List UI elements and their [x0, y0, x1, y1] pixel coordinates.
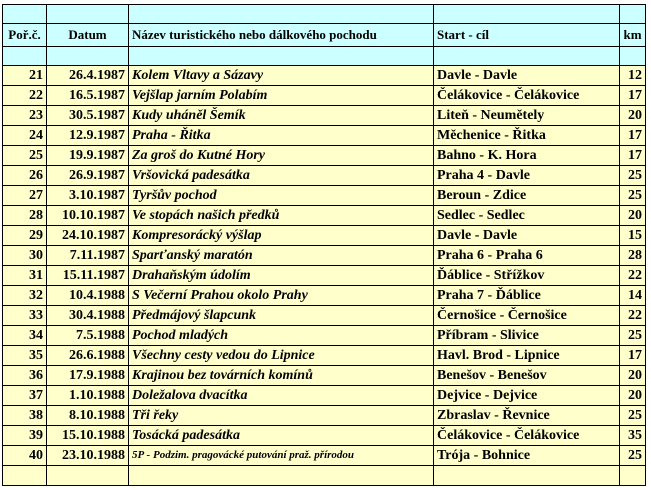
- cell-date: 26.9.1987: [47, 166, 129, 186]
- table-row: [3, 86, 646, 106]
- blank-cell: [3, 466, 47, 486]
- cell-km: 20: [620, 106, 646, 126]
- blank-cell: [434, 47, 620, 66]
- cell-date: 23.10.1988: [47, 446, 129, 466]
- cell-date: 10.4.1988: [47, 286, 129, 306]
- cell-km: 25: [620, 166, 646, 186]
- cell-num: 34: [3, 326, 47, 346]
- cell-route: Havl. Brod - Lipnice: [434, 346, 620, 366]
- cell-route: Liteň - Neumětely: [434, 106, 620, 126]
- table-row: [3, 106, 646, 126]
- top-blank-row: [3, 5, 646, 24]
- cell-num: 28: [3, 206, 47, 226]
- cell-route: Zbraslav - Řevnice: [434, 406, 620, 426]
- blank-cell: [620, 466, 646, 486]
- table-row: [3, 66, 646, 86]
- table-row: [3, 326, 646, 346]
- blank-cell: [620, 47, 646, 66]
- blank-cell: [620, 5, 646, 24]
- bottom-blank-row: [3, 466, 646, 486]
- cell-hike-name: Ve stopách našich předků: [129, 206, 434, 226]
- cell-hike-name: Kudy uháněl Šemík: [129, 106, 434, 126]
- cell-num: 24: [3, 126, 47, 146]
- table-row: [3, 306, 646, 326]
- cell-km: 17: [620, 146, 646, 166]
- header-name: Název turistického nebo dálkového pochodu: [129, 24, 434, 47]
- cell-hike-name: Drahaňským údolím: [129, 266, 434, 286]
- cell-km: 20: [620, 206, 646, 226]
- table-row: [3, 146, 646, 166]
- cell-km: 20: [620, 386, 646, 406]
- cell-route: Praha 7 - Ďáblice: [434, 286, 620, 306]
- hikes-table: [2, 4, 646, 486]
- cell-num: 25: [3, 146, 47, 166]
- cell-route: Čelákovice - Čelákovice: [434, 426, 620, 446]
- cell-hike-name: Pochod mladých: [129, 326, 434, 346]
- cell-num: 35: [3, 346, 47, 366]
- header-row: [3, 24, 646, 47]
- blank-cell: [47, 5, 129, 24]
- cell-hike-name: Tři řeky: [129, 406, 434, 426]
- cell-date: 26.6.1988: [47, 346, 129, 366]
- cell-date: 24.10.1987: [47, 226, 129, 246]
- header-km: km: [620, 24, 646, 47]
- cell-date: 8.10.1988: [47, 406, 129, 426]
- blank-cell: [129, 47, 434, 66]
- cell-route: Dejvice - Dejvice: [434, 386, 620, 406]
- cell-num: 36: [3, 366, 47, 386]
- header-route: Start - cíl: [434, 24, 620, 47]
- cell-num: 40: [3, 446, 47, 466]
- cell-date: 7.11.1987: [47, 246, 129, 266]
- blank-cell: [3, 5, 47, 24]
- cell-km: 20: [620, 366, 646, 386]
- cell-hike-name: Vejšlap jarním Polabím: [129, 86, 434, 106]
- cell-route: Praha 6 - Praha 6: [434, 246, 620, 266]
- cell-hike-name: Všechny cesty vedou do Lipnice: [129, 346, 434, 366]
- cell-hike-name: Kompresorácký výšlap: [129, 226, 434, 246]
- cell-route: Davle - Davle: [434, 226, 620, 246]
- cell-route: Bahno - K. Hora: [434, 146, 620, 166]
- cell-date: 15.10.1988: [47, 426, 129, 446]
- cell-route: Beroun - Zdice: [434, 186, 620, 206]
- table-row: [3, 406, 646, 426]
- cell-hike-name: 5P - Podzim. pragovácké putování praž. přírodou: [129, 446, 434, 466]
- cell-num: 31: [3, 266, 47, 286]
- blank-cell: [434, 466, 620, 486]
- cell-km: 17: [620, 346, 646, 366]
- header-date: Datum: [47, 24, 129, 47]
- table-row: [3, 126, 646, 146]
- cell-hike-name: Sparťanský maratón: [129, 246, 434, 266]
- table-row: [3, 166, 646, 186]
- cell-date: 10.10.1987: [47, 206, 129, 226]
- cell-num: 30: [3, 246, 47, 266]
- cell-km: 28: [620, 246, 646, 266]
- cell-date: 1.10.1988: [47, 386, 129, 406]
- blank-cell: [129, 466, 434, 486]
- cell-hike-name: Tyršův pochod: [129, 186, 434, 206]
- table-row: [3, 446, 646, 466]
- cell-num: 29: [3, 226, 47, 246]
- cell-num: 26: [3, 166, 47, 186]
- blank-cell: [3, 47, 47, 66]
- cell-route: Davle - Davle: [434, 66, 620, 86]
- cell-num: 23: [3, 106, 47, 126]
- cell-route: Benešov - Benešov: [434, 366, 620, 386]
- cell-date: 30.5.1987: [47, 106, 129, 126]
- cell-km: 25: [620, 186, 646, 206]
- table-row: [3, 386, 646, 406]
- cell-km: 35: [620, 426, 646, 446]
- cell-hike-name: Předmájový šlapcunk: [129, 306, 434, 326]
- blank-cell: [129, 5, 434, 24]
- cell-km: 25: [620, 326, 646, 346]
- cell-hike-name: Za groš do Kutné Hory: [129, 146, 434, 166]
- cell-route: Měchenice - Řitka: [434, 126, 620, 146]
- cell-num: 27: [3, 186, 47, 206]
- separator-row: [3, 47, 646, 66]
- cell-date: 17.9.1988: [47, 366, 129, 386]
- cell-route: Ďáblice - Střížkov: [434, 266, 620, 286]
- header-num: Poř.č.: [3, 24, 47, 47]
- cell-km: 17: [620, 126, 646, 146]
- table-row: [3, 226, 646, 246]
- cell-km: 25: [620, 406, 646, 426]
- cell-hike-name: Krajinou bez továrních komínů: [129, 366, 434, 386]
- cell-num: 38: [3, 406, 47, 426]
- cell-hike-name: S Večerní Prahou okolo Prahy: [129, 286, 434, 306]
- table-row: [3, 246, 646, 266]
- cell-date: 12.9.1987: [47, 126, 129, 146]
- cell-km: 25: [620, 446, 646, 466]
- cell-route: Čelákovice - Čelákovice: [434, 86, 620, 106]
- table-row: [3, 426, 646, 446]
- cell-date: 30.4.1988: [47, 306, 129, 326]
- cell-date: 19.9.1987: [47, 146, 129, 166]
- table-row: [3, 186, 646, 206]
- cell-route: Černošice - Černošice: [434, 306, 620, 326]
- cell-num: 39: [3, 426, 47, 446]
- blank-cell: [434, 5, 620, 24]
- cell-km: 17: [620, 86, 646, 106]
- cell-date: 16.5.1987: [47, 86, 129, 106]
- cell-num: 37: [3, 386, 47, 406]
- cell-route: Trója - Bohnice: [434, 446, 620, 466]
- cell-date: 15.11.1987: [47, 266, 129, 286]
- table-row: [3, 266, 646, 286]
- cell-num: 21: [3, 66, 47, 86]
- cell-date: 7.5.1988: [47, 326, 129, 346]
- cell-route: Sedlec - Sedlec: [434, 206, 620, 226]
- cell-hike-name: Vršovická padesátka: [129, 166, 434, 186]
- blank-cell: [47, 47, 129, 66]
- cell-km: 15: [620, 226, 646, 246]
- cell-num: 33: [3, 306, 47, 326]
- cell-num: 22: [3, 86, 47, 106]
- cell-hike-name: Kolem Vltavy a Sázavy: [129, 66, 434, 86]
- cell-km: 12: [620, 66, 646, 86]
- hikes-table-body: [3, 5, 646, 486]
- cell-route: Příbram - Slivice: [434, 326, 620, 346]
- cell-hike-name: Praha - Řitka: [129, 126, 434, 146]
- table-row: [3, 346, 646, 366]
- cell-km: 14: [620, 286, 646, 306]
- cell-date: 3.10.1987: [47, 186, 129, 206]
- cell-date: 26.4.1987: [47, 66, 129, 86]
- cell-route: Praha 4 - Davle: [434, 166, 620, 186]
- cell-km: 22: [620, 306, 646, 326]
- cell-num: 32: [3, 286, 47, 306]
- blank-cell: [47, 466, 129, 486]
- cell-km: 22: [620, 266, 646, 286]
- table-row: [3, 366, 646, 386]
- table-row: [3, 206, 646, 226]
- cell-hike-name: Doležalova dvacítka: [129, 386, 434, 406]
- cell-hike-name: Tosácká padesátka: [129, 426, 434, 446]
- table-row: [3, 286, 646, 306]
